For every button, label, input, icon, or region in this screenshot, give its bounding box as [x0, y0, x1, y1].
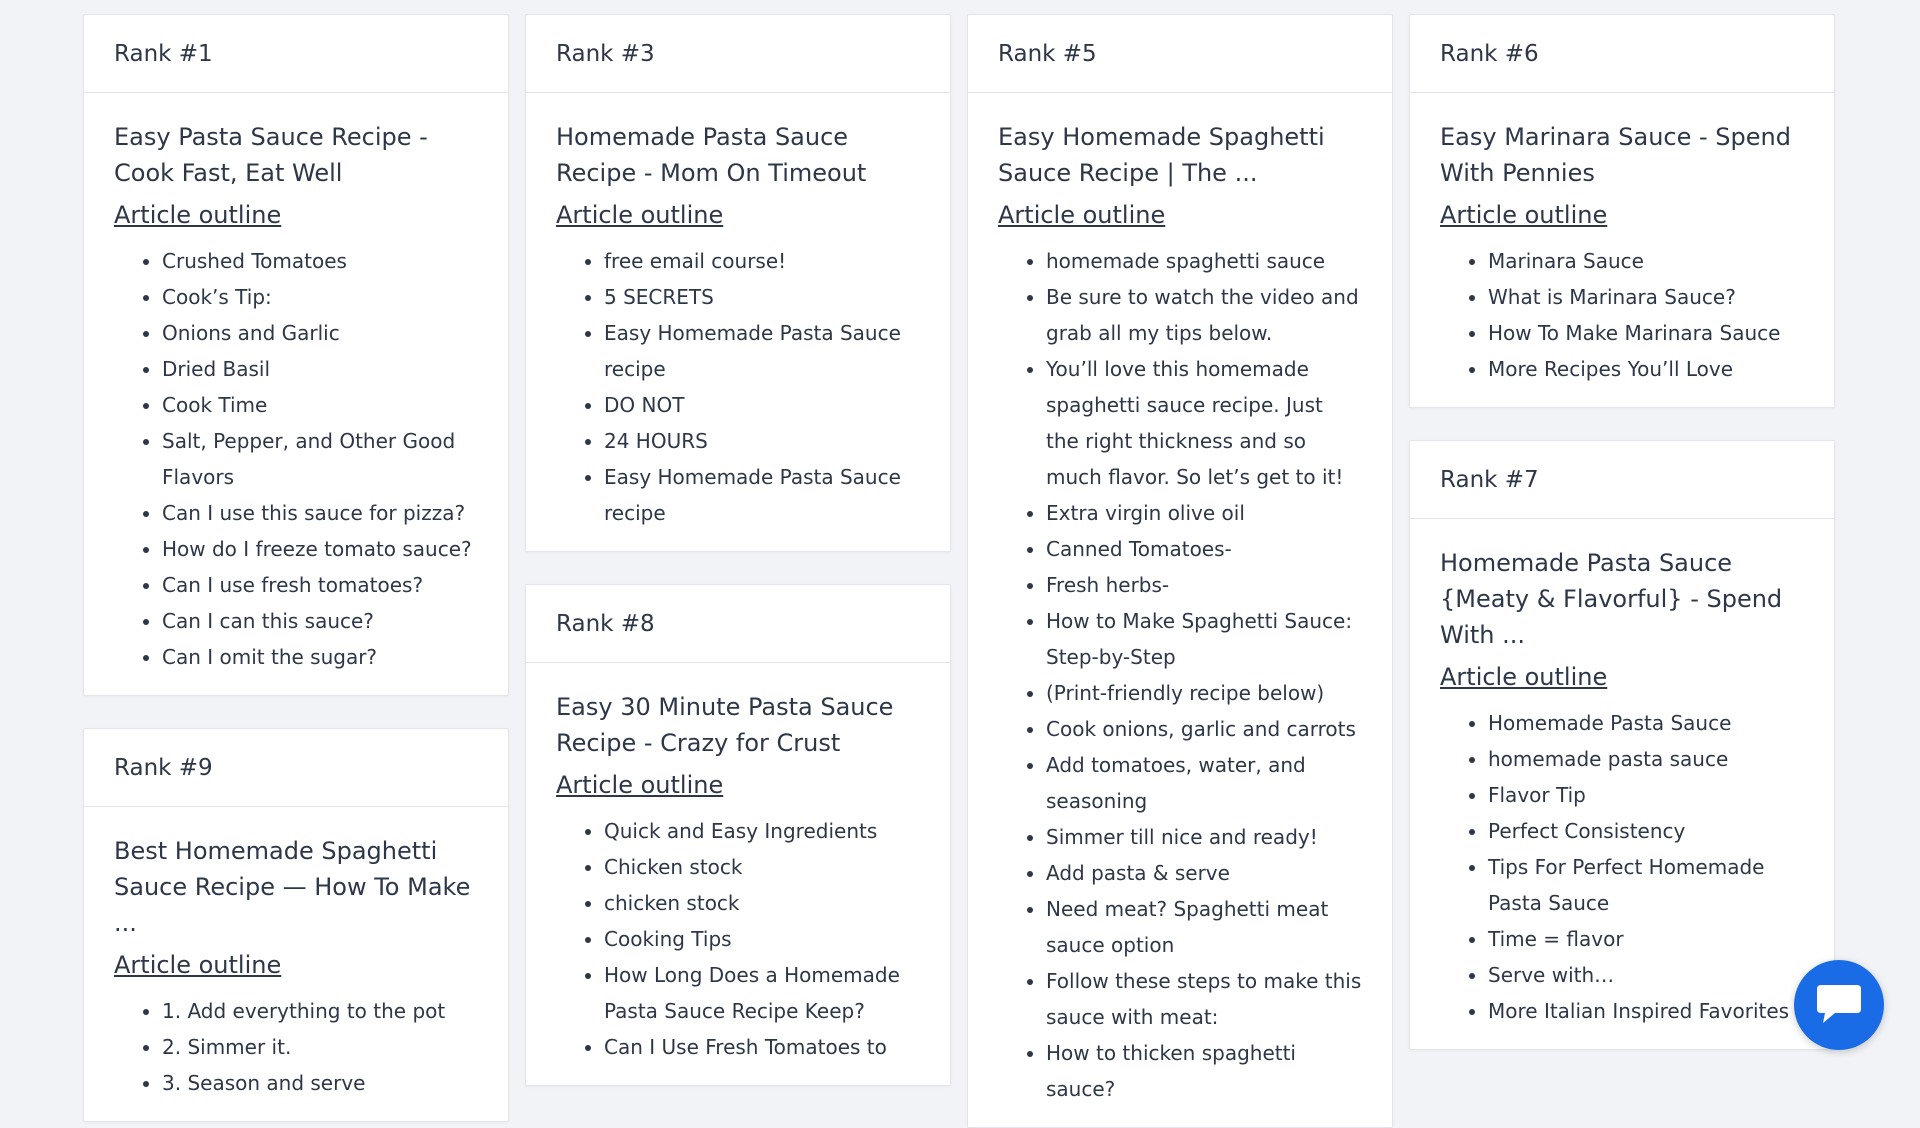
outline-item: • How do I freeze tomato sauce? [162, 531, 478, 567]
card-title: Homemade Pasta Sauce {Meaty & Flavorful} - Spend With ... [1440, 549, 1783, 649]
article-outline-link[interactable]: Article outline [556, 201, 724, 229]
outline-item: • Cook onions, garlic and carrots [1046, 711, 1362, 747]
card-title: Easy 30 Minute Pasta Sauce Recipe - Crazy for Crust [556, 693, 894, 757]
outline-item: • Extra virgin olive oil [1046, 495, 1362, 531]
outline-item: • Can I use this sauce for pizza? [162, 495, 478, 531]
article-outline-link[interactable]: Article outline [998, 201, 1166, 229]
outline-item: • 1. Add everything to the pot [162, 993, 478, 1029]
card-rank: Rank #5 [968, 15, 1392, 93]
card-title: Easy Homemade Spaghetti Sauce Recipe | The ... [998, 123, 1325, 187]
outline-item: • More Italian Inspired Favorites [1488, 993, 1804, 1029]
result-card-rank-1 [83, 14, 509, 696]
outline-item: • Simmer till nice and ready! [1046, 819, 1362, 855]
outline-item: • Onions and Garlic [162, 315, 478, 351]
outline-list [114, 243, 478, 675]
outline-item: • Perfect Consistency [1488, 813, 1804, 849]
result-card-rank-3 [525, 14, 951, 552]
outline-item: • Add pasta & serve [1046, 855, 1362, 891]
outline-item: • Homemade Pasta Sauce [1488, 705, 1804, 741]
card-rank: Rank #3 [526, 15, 950, 93]
outline-item: • DO NOT [604, 387, 920, 423]
outline-item: • Marinara Sauce [1488, 243, 1804, 279]
result-card-rank-6 [1409, 14, 1835, 408]
outline-item: • Can I omit the sugar? [162, 639, 478, 675]
card-rank: Rank #1 [84, 15, 508, 93]
chat-button[interactable] [1794, 960, 1884, 1050]
outline-item: • 3. Season and serve [162, 1065, 478, 1101]
card-rank: Rank #8 [526, 585, 950, 663]
outline-list [1440, 705, 1804, 1029]
outline-item: • homemade pasta sauce [1488, 741, 1804, 777]
outline-list [1440, 243, 1804, 387]
outline-item: • Quick and Easy Ingredients [604, 813, 920, 849]
article-outline-link[interactable]: Article outline [114, 951, 282, 979]
outline-item: • Fresh herbs- [1046, 567, 1362, 603]
article-outline-link[interactable]: Article outline [1440, 663, 1608, 691]
card-title: Easy Pasta Sauce Recipe - Cook Fast, Eat Well [114, 123, 428, 187]
outline-item: • Serve with… [1488, 957, 1804, 993]
outline-item: • How To Make Marinara Sauce [1488, 315, 1804, 351]
outline-item: • (Print-friendly recipe below) [1046, 675, 1362, 711]
outline-item: • Cook’s Tip: [162, 279, 478, 315]
outline-item: • You’ll love this homemade spaghetti sauce recipe. Just the right thickness and so much flavor. So let’s get to it! [1046, 351, 1362, 495]
card-rank: Rank #9 [84, 729, 508, 807]
outline-list [998, 243, 1362, 1107]
outline-list [114, 993, 478, 1101]
article-outline-link[interactable]: Article outline [1440, 201, 1608, 229]
outline-item: • 5 SECRETS [604, 279, 920, 315]
outline-item: • Chicken stock [604, 849, 920, 885]
outline-item: • Canned Tomatoes- [1046, 531, 1362, 567]
outline-item: • Easy Homemade Pasta Sauce recipe [604, 315, 920, 387]
outline-item: • More Recipes You’ll Love [1488, 351, 1804, 387]
outline-item: • How to thicken spaghetti sauce? [1046, 1035, 1362, 1107]
result-card-rank-7 [1409, 440, 1835, 1050]
outline-list [556, 243, 920, 531]
outline-item: • Time = flavor [1488, 921, 1804, 957]
outline-item: • 2. Simmer it. [162, 1029, 478, 1065]
column-4 [1409, 14, 1835, 1050]
outline-item: • Cooking Tips [604, 921, 920, 957]
card-rank: Rank #6 [1410, 15, 1834, 93]
outline-item: • How to Make Spaghetti Sauce: Step-by-Step [1046, 603, 1362, 675]
outline-item: • chicken stock [604, 885, 920, 921]
outline-item: • How Long Does a Homemade Pasta Sauce Recipe Keep? [604, 957, 920, 1029]
outline-item: • Crushed Tomatoes [162, 243, 478, 279]
outline-item: • Can I use fresh tomatoes? [162, 567, 478, 603]
outline-item: • homemade spaghetti sauce [1046, 243, 1362, 279]
outline-item: • Can I can this sauce? [162, 603, 478, 639]
outline-item: • Add tomatoes, water, and seasoning [1046, 747, 1362, 819]
outline-item: • What is Marinara Sauce? [1488, 279, 1804, 315]
card-title: Homemade Pasta Sauce Recipe - Mom On Timeout [556, 123, 867, 187]
chat-bubble-icon [1815, 981, 1863, 1029]
card-title: Best Homemade Spaghetti Sauce Recipe — How To Make ... [114, 837, 471, 937]
outline-item: • Dried Basil [162, 351, 478, 387]
outline-item: • Need meat? Spaghetti meat sauce option [1046, 891, 1362, 963]
result-card-rank-9 [83, 728, 509, 1122]
card-title: Easy Marinara Sauce - Spend With Pennies [1440, 123, 1791, 187]
article-outline-link[interactable]: Article outline [114, 201, 282, 229]
outline-list [556, 813, 920, 1065]
column-3 [967, 14, 1393, 1128]
outline-item: • Cook Time [162, 387, 478, 423]
outline-item: • Easy Homemade Pasta Sauce recipe [604, 459, 920, 531]
outline-item: • free email course! [604, 243, 920, 279]
column-1 [83, 14, 509, 1122]
outline-item: • Can I Use Fresh Tomatoes to [604, 1029, 920, 1065]
outline-item: • Salt, Pepper, and Other Good Flavors [162, 423, 478, 495]
outline-item: • Follow these steps to make this sauce with meat: [1046, 963, 1362, 1035]
result-card-rank-8 [525, 584, 951, 1086]
article-outline-link[interactable]: Article outline [556, 771, 724, 799]
outline-item: • 24 HOURS [604, 423, 920, 459]
results-grid [83, 14, 1835, 1128]
card-rank: Rank #7 [1410, 441, 1834, 519]
outline-item: • Flavor Tip [1488, 777, 1804, 813]
column-2 [525, 14, 951, 1086]
outline-item: • Be sure to watch the video and grab all my tips below. [1046, 279, 1362, 351]
outline-item: • Tips For Perfect Homemade Pasta Sauce [1488, 849, 1804, 921]
result-card-rank-5 [967, 14, 1393, 1128]
